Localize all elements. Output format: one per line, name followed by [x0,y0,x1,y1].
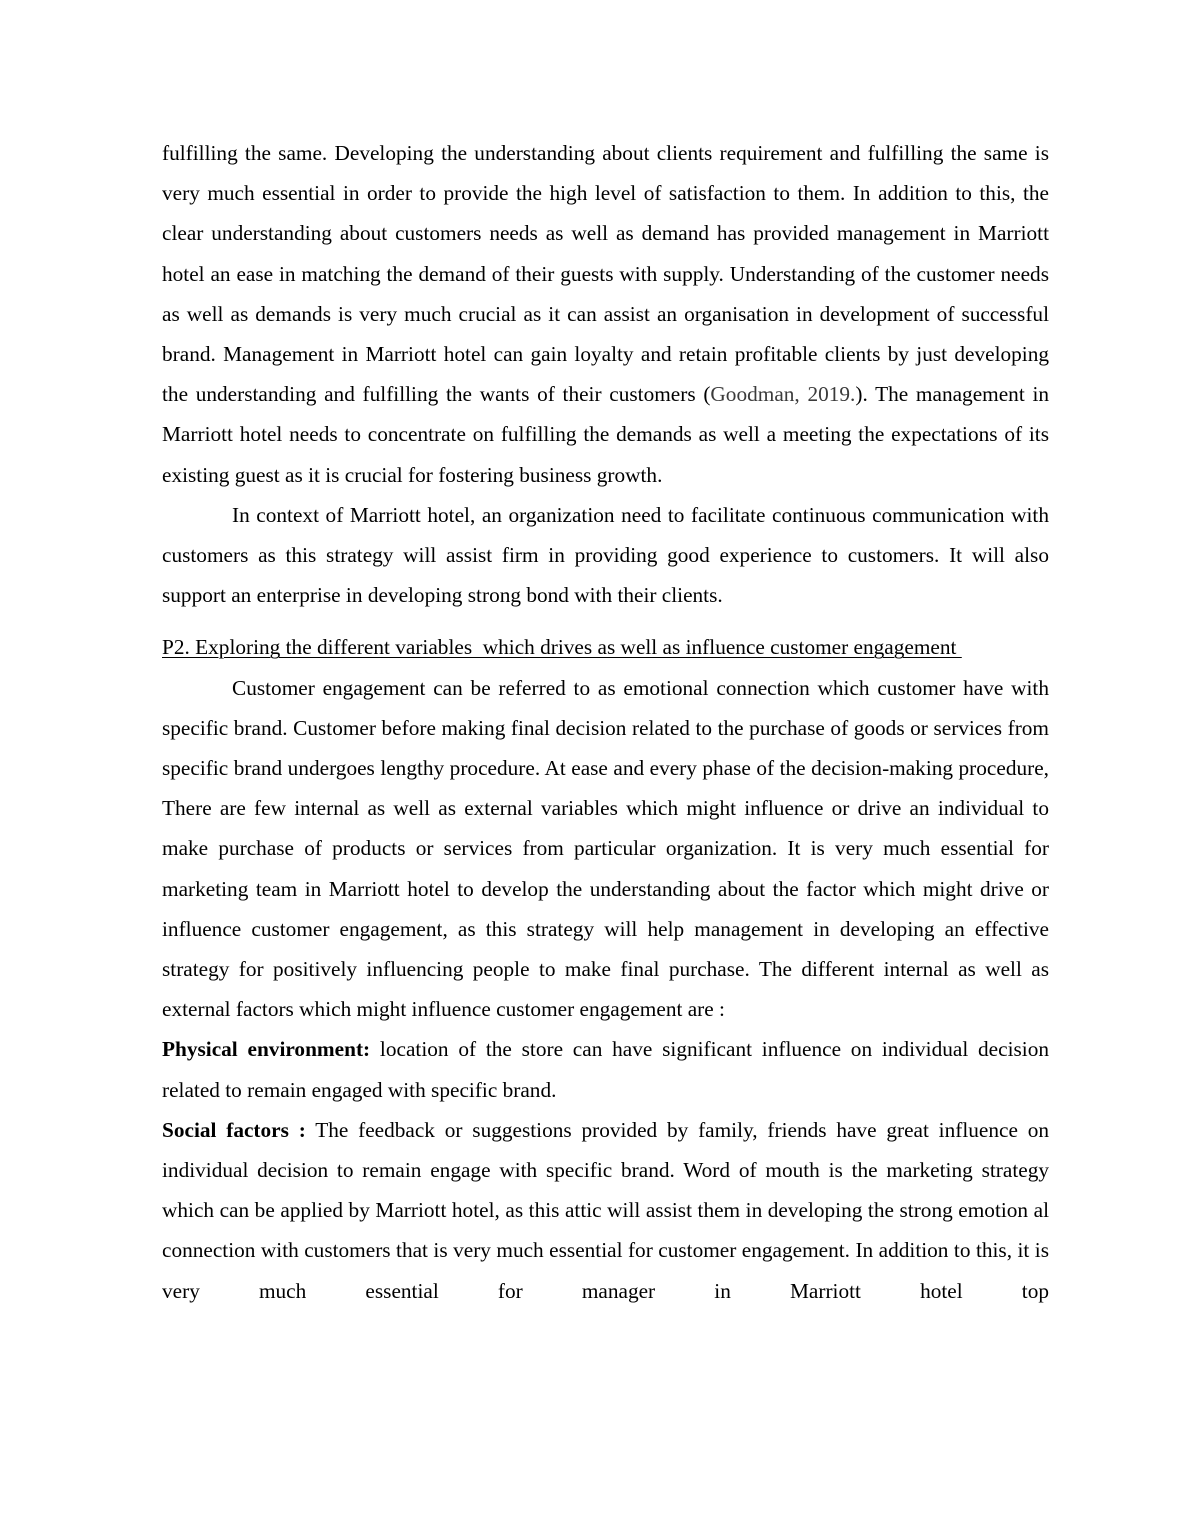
document-page [162,133,1049,1311]
paragraph-text: ). The management in Marriott hotel needs to concentrate on fulfilling the demands as well a meeting the expectations of its existing guest as it is crucial for fostering business growth. [162,382,1050,487]
factor-social-factors [162,1110,1049,1311]
factor-term: Physical environment: [162,1037,371,1062]
factor-text: location of the store can have significant influence on individual decision related to remain engaged with specific brand. [162,1037,1049,1102]
factor-term: Social factors : [162,1117,306,1142]
paragraph-text: fulfilling the same. Developing the understanding about clients requirement and fulfilling the same is very much essential in order to provide the high level of satisfaction to them. In addition to this, the clear understanding about customers needs as well as demand has provided management in Marriott hotel an ease in matching the demand of their guests with supply. Understanding of the customer needs as well as demands is very much crucial as it can assist an organisation in development of successful brand. Management in Marriott hotel can gain loyalty and retain profitable clients by just developing the understanding and fulfilling the wants of their customers ( [162,141,1049,407]
factor-physical-environment [162,1029,1049,1109]
section-heading: P2. Exploring the different variables which drives as well as influence customer engagement [162,635,962,660]
paragraph-customer-needs [162,133,1049,495]
factor-text: The feedback or suggestions provided by family, friends have great influence on individual decision to remain engage with specific brand. Word of mouth is the marketing strategy which can be applied by Marriott hotel, as this attic will assist them in developing the strong emotion al connection with customers that is very much essential for customer engagement. In addition to this, it is very much essential for manager in Marriott hotel top [162,1117,1050,1303]
paragraph-engagement: Customer engagement can be referred to as emotional connection which customer have with specific brand. Customer before making final decision related to the purchase of goods or services from specific brand undergoes lengthy procedure. At ease and every phase of the decision-making procedure, There are few internal as well as external variables which might influence or drive an individual to make purchase of products or services from particular organization. It is very much essential for marketing team in Marriott hotel to develop the understanding about the factor which might drive or influence customer engagement, as this strategy will help management in developing an effective strategy for positively influencing people to make final purchase. The different internal as well as external factors which might influence customer engagement are : [162,675,1049,1022]
citation: Goodman, 2019. [710,382,856,407]
paragraph-communication: In context of Marriott hotel, an organization need to facilitate continuous communication with customers as this strategy will assist firm in providing good experience to customers. It will also support an enterprise in developing strong bond with their clients. [162,502,1049,608]
